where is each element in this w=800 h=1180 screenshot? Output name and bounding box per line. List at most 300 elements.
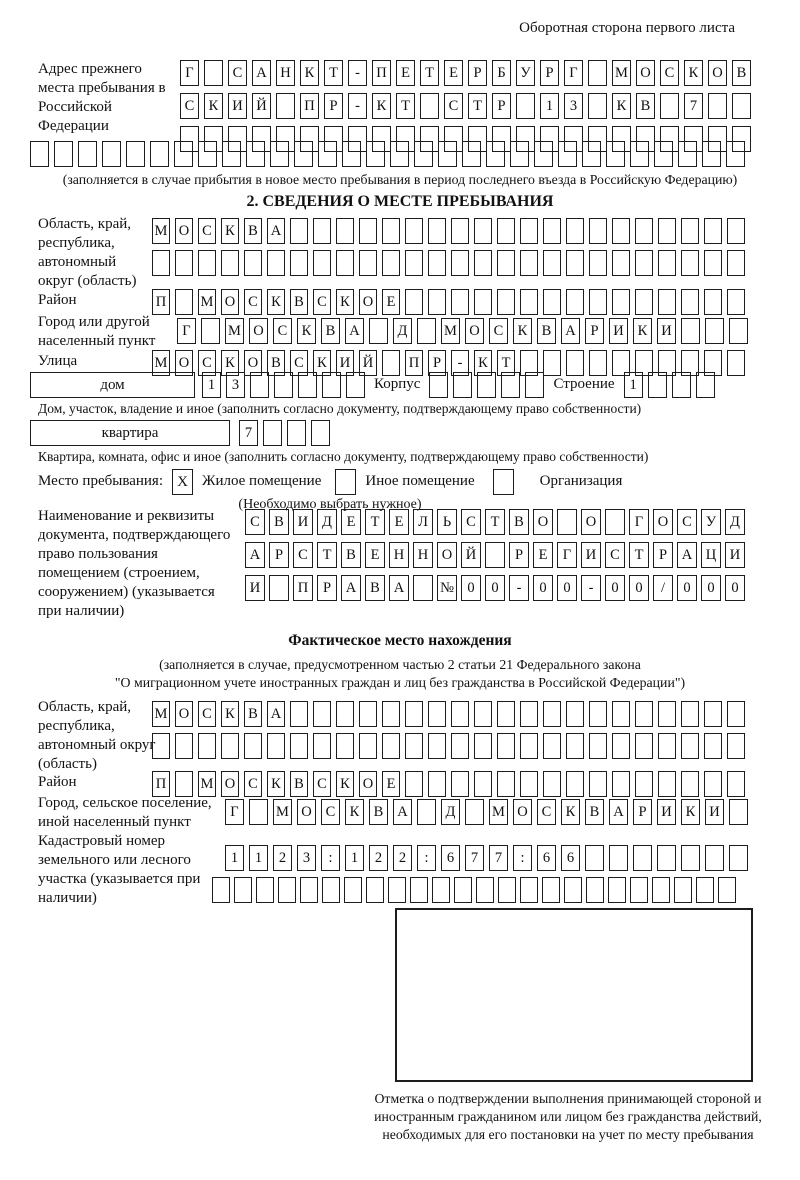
char-box: В [537, 318, 556, 344]
char-box [704, 218, 722, 244]
char-box [510, 141, 529, 167]
char-box [313, 250, 331, 276]
char-box: К [336, 289, 354, 315]
char-box: С [313, 771, 331, 797]
char-box: М [441, 318, 460, 344]
char-box: С [677, 509, 697, 535]
actual-district-label: Район [38, 774, 77, 790]
char-box: И [705, 799, 724, 825]
char-box: Е [396, 60, 415, 86]
char-box: М [612, 60, 631, 86]
char-box: Е [382, 289, 400, 315]
char-box: 7 [239, 420, 258, 446]
char-box [542, 877, 560, 903]
char-box: Т [468, 93, 487, 119]
char-box [313, 218, 331, 244]
char-box [249, 799, 268, 825]
city-label: Город или другой населенный пункт [38, 314, 156, 350]
char-box: В [267, 350, 285, 376]
char-box [681, 218, 699, 244]
char-box [589, 289, 607, 315]
char-box [727, 289, 745, 315]
char-box: Т [497, 350, 515, 376]
char-box: К [336, 771, 354, 797]
char-box [658, 218, 676, 244]
char-box [451, 289, 469, 315]
char-box [566, 701, 584, 727]
char-box: В [585, 799, 604, 825]
char-box [704, 701, 722, 727]
page-title: Оборотная сторона первого листа [519, 20, 735, 36]
char-box: Р [269, 542, 289, 568]
char-box [388, 877, 406, 903]
char-box: М [198, 289, 216, 315]
char-box [428, 289, 446, 315]
char-box: 0 [725, 575, 745, 601]
char-box [605, 509, 625, 535]
char-box [635, 733, 653, 759]
char-box [681, 318, 700, 344]
char-box [276, 93, 295, 119]
char-box: В [321, 318, 340, 344]
char-box: 6 [537, 845, 556, 871]
char-box: К [221, 701, 239, 727]
char-box [428, 771, 446, 797]
char-box [174, 141, 193, 167]
char-box: К [561, 799, 580, 825]
char-box: Н [276, 60, 295, 86]
char-box [212, 877, 230, 903]
char-box: С [489, 318, 508, 344]
char-box [485, 542, 505, 568]
char-box: Р [492, 93, 511, 119]
char-box: А [252, 60, 271, 86]
char-box [256, 877, 274, 903]
char-box [390, 141, 409, 167]
char-box [520, 289, 538, 315]
char-box: 6 [561, 845, 580, 871]
char-box [267, 733, 285, 759]
char-box: О [581, 509, 601, 535]
char-box [702, 141, 721, 167]
char-box: М [152, 218, 170, 244]
char-box: / [653, 575, 673, 601]
char-box: М [273, 799, 292, 825]
char-box [465, 799, 484, 825]
char-box [486, 141, 505, 167]
region-row-2 [152, 250, 745, 276]
char-box [501, 372, 520, 398]
char-box: С [228, 60, 247, 86]
char-box [516, 93, 535, 119]
char-box [405, 701, 423, 727]
char-box [606, 141, 625, 167]
char-box [498, 877, 516, 903]
char-box [451, 701, 469, 727]
korpus-boxes [429, 372, 544, 398]
checkbox-residential: X [172, 469, 193, 495]
char-box: М [152, 701, 170, 727]
char-box [681, 250, 699, 276]
char-box: О [465, 318, 484, 344]
char-box [648, 372, 667, 398]
char-box [630, 877, 648, 903]
char-box: А [561, 318, 580, 344]
char-box: А [345, 318, 364, 344]
char-box [267, 250, 285, 276]
char-box: Т [396, 93, 415, 119]
actual-region-row-2 [152, 733, 745, 759]
char-box: Й [461, 542, 481, 568]
char-box: Р [653, 542, 673, 568]
prev-address-overflow-row [30, 141, 745, 167]
char-box: В [341, 542, 361, 568]
char-box [420, 93, 439, 119]
city-row [177, 318, 748, 344]
char-box [336, 701, 354, 727]
char-box: М [198, 771, 216, 797]
char-box [405, 250, 423, 276]
char-box: К [267, 771, 285, 797]
char-box [681, 701, 699, 727]
stay-type-label: Место пребывания: [38, 473, 163, 490]
char-box: С [180, 93, 199, 119]
char-box [681, 845, 700, 871]
region-label: Область, край, республика, автономный округ (область) [38, 216, 137, 290]
char-box: Е [382, 771, 400, 797]
char-box [612, 218, 630, 244]
char-box: № [437, 575, 457, 601]
char-box [359, 701, 377, 727]
char-box: А [267, 218, 285, 244]
char-box: М [489, 799, 508, 825]
char-box: 3 [297, 845, 316, 871]
char-box: И [609, 318, 628, 344]
house-number-boxes [202, 372, 365, 398]
char-box [263, 420, 282, 446]
stroenie-label: Строение [553, 376, 615, 393]
char-box: О [175, 218, 193, 244]
apartment-caption: Квартира, комната, офис и иное (заполнить согласно документу, подтверждающему право собственности) [38, 449, 649, 464]
char-box [633, 845, 652, 871]
char-box: О [249, 318, 268, 344]
char-box [654, 141, 673, 167]
char-box [609, 845, 628, 871]
char-box [704, 733, 722, 759]
char-box: А [393, 799, 412, 825]
char-box [474, 218, 492, 244]
char-box: Т [317, 542, 337, 568]
char-box: М [225, 318, 244, 344]
char-box [681, 289, 699, 315]
char-box [635, 218, 653, 244]
char-box [474, 289, 492, 315]
prev-address-note: (заполняется в случае прибытия в новое место пребывания в период последнего въезда в Российскую Федерацию) [62, 172, 738, 187]
char-box [589, 733, 607, 759]
char-box [359, 250, 377, 276]
char-box [382, 701, 400, 727]
char-box [696, 372, 715, 398]
checkbox-organization [493, 469, 514, 495]
char-box [543, 771, 561, 797]
char-box [585, 845, 604, 871]
char-box [198, 250, 216, 276]
char-box: О [221, 289, 239, 315]
char-box: : [513, 845, 532, 871]
char-box: И [336, 350, 354, 376]
char-box: П [293, 575, 313, 601]
region-row-1 [152, 218, 745, 244]
char-box: 1 [540, 93, 559, 119]
char-box: Р [428, 350, 446, 376]
char-box [413, 575, 433, 601]
char-box [382, 218, 400, 244]
char-box: О [359, 289, 377, 315]
char-box [525, 372, 544, 398]
char-box [405, 733, 423, 759]
char-box: В [369, 799, 388, 825]
char-box [658, 289, 676, 315]
char-box [204, 60, 223, 86]
char-box: Е [389, 509, 409, 535]
char-box: - [451, 350, 469, 376]
char-box [612, 250, 630, 276]
char-box: 7 [489, 845, 508, 871]
char-box: Л [413, 509, 433, 535]
char-box [78, 141, 97, 167]
char-box: С [444, 93, 463, 119]
char-box [451, 733, 469, 759]
char-box: О [533, 509, 553, 535]
char-box: С [537, 799, 556, 825]
char-box [451, 250, 469, 276]
char-box [566, 771, 584, 797]
char-box [405, 289, 423, 315]
char-box: С [321, 799, 340, 825]
char-box [558, 141, 577, 167]
char-box: К [345, 799, 364, 825]
char-box: Д [725, 509, 745, 535]
section2-heading: 2. СВЕДЕНИЯ О МЕСТЕ ПРЕБЫВАНИЯ [246, 193, 554, 210]
char-box: Т [629, 542, 649, 568]
char-box [732, 93, 751, 119]
stamp-caption: Отметка о подтверждении выполнения принимающей стороной и иностранным гражданином или лицом без гражданства действий, необходимых для его постановки на учет по месту пребывания [374, 1091, 762, 1143]
char-box [298, 372, 317, 398]
char-box: Д [317, 509, 337, 535]
char-box: С [198, 350, 216, 376]
char-box: - [581, 575, 601, 601]
char-box [175, 250, 193, 276]
char-box [474, 250, 492, 276]
char-box: - [348, 60, 367, 86]
char-box [727, 733, 745, 759]
char-box [586, 877, 604, 903]
char-box [588, 60, 607, 86]
char-box [474, 701, 492, 727]
char-box [497, 701, 515, 727]
street-label: Улица [38, 353, 78, 369]
char-box [405, 771, 423, 797]
char-box: Р [509, 542, 529, 568]
apartment-type-box: квартира [30, 420, 230, 446]
char-box: Б [492, 60, 511, 86]
char-box: П [405, 350, 423, 376]
char-box [175, 733, 193, 759]
char-box: К [204, 93, 223, 119]
char-box: И [581, 542, 601, 568]
char-box [727, 218, 745, 244]
char-box [30, 141, 49, 167]
char-box: К [300, 60, 319, 86]
char-box [704, 771, 722, 797]
char-box: В [244, 701, 262, 727]
char-box [497, 733, 515, 759]
char-box: П [152, 771, 170, 797]
char-box: О [708, 60, 727, 86]
char-box: Н [413, 542, 433, 568]
char-box: В [244, 218, 262, 244]
char-box: 3 [564, 93, 583, 119]
char-box [453, 372, 472, 398]
settlement-label: Город, сельское поселение, иной населенный пункт [38, 795, 212, 831]
char-box: Г [177, 318, 196, 344]
char-box [635, 771, 653, 797]
char-box [534, 141, 553, 167]
char-box: 0 [629, 575, 649, 601]
char-box [612, 701, 630, 727]
char-box [428, 733, 446, 759]
char-box: У [516, 60, 535, 86]
char-box: Й [359, 350, 377, 376]
house-type-box: дом [30, 372, 195, 398]
district-row [152, 289, 745, 315]
char-box: И [228, 93, 247, 119]
char-box [336, 733, 354, 759]
char-box [290, 733, 308, 759]
char-box: 0 [701, 575, 721, 601]
char-box: - [509, 575, 529, 601]
char-box: 2 [393, 845, 412, 871]
char-box [126, 141, 145, 167]
char-box [696, 877, 714, 903]
char-box: 1 [225, 845, 244, 871]
char-box: П [152, 289, 170, 315]
char-box: О [244, 350, 262, 376]
char-box: С [461, 509, 481, 535]
char-box: Т [485, 509, 505, 535]
char-box [417, 318, 436, 344]
char-box [566, 218, 584, 244]
char-box [246, 141, 265, 167]
char-box: В [269, 509, 289, 535]
prev-address-row-2 [180, 93, 751, 119]
char-box: Г [629, 509, 649, 535]
district-label: Район [38, 292, 77, 308]
char-box [635, 701, 653, 727]
char-box [474, 771, 492, 797]
char-box [274, 372, 293, 398]
char-box: С [660, 60, 679, 86]
char-box [718, 877, 736, 903]
actual-location-heading: Фактическое место нахождения [288, 632, 512, 649]
char-box [727, 350, 745, 376]
cadastral-row-1 [225, 845, 748, 871]
char-box: И [657, 799, 676, 825]
char-box: О [636, 60, 655, 86]
char-box [681, 771, 699, 797]
char-box: А [267, 701, 285, 727]
char-box: Р [585, 318, 604, 344]
char-box [382, 733, 400, 759]
char-box [270, 141, 289, 167]
char-box: 1 [345, 845, 364, 871]
char-box [369, 318, 388, 344]
char-box: К [474, 350, 492, 376]
char-box [336, 218, 354, 244]
char-box: Д [393, 318, 412, 344]
char-box [346, 372, 365, 398]
char-box: Р [317, 575, 337, 601]
char-box [657, 845, 676, 871]
char-box [497, 250, 515, 276]
char-box: Т [365, 509, 385, 535]
char-box [244, 733, 262, 759]
char-box [294, 141, 313, 167]
char-box [290, 250, 308, 276]
char-box [543, 289, 561, 315]
char-box: 0 [605, 575, 625, 601]
char-box [630, 141, 649, 167]
char-box: И [657, 318, 676, 344]
char-box: К [372, 93, 391, 119]
char-box: 0 [461, 575, 481, 601]
prev-address-row-1 [180, 60, 751, 86]
char-box [342, 141, 361, 167]
cadastral-row-2 [212, 877, 736, 903]
char-box: О [221, 771, 239, 797]
char-box [635, 289, 653, 315]
char-box: С [313, 289, 331, 315]
char-box [405, 218, 423, 244]
char-box [727, 771, 745, 797]
char-box: К [633, 318, 652, 344]
char-box [608, 877, 626, 903]
char-box [290, 218, 308, 244]
char-box: К [313, 350, 331, 376]
char-box [359, 218, 377, 244]
char-box [382, 250, 400, 276]
actual-location-note-2: "О миграционном учете иностранных граждан и лиц без гражданства в Российской Федерации") [114, 675, 686, 690]
char-box: - [348, 93, 367, 119]
char-box: : [321, 845, 340, 871]
option-residential-label: Жилое помещение [202, 473, 322, 490]
char-box [589, 701, 607, 727]
char-box: 1 [202, 372, 221, 398]
stay-type-note: (Необходимо выбрать нужное) [238, 497, 422, 512]
char-box [451, 218, 469, 244]
stay-type-line [38, 469, 622, 495]
stamp-box [395, 908, 753, 1082]
char-box [222, 141, 241, 167]
char-box: О [359, 771, 377, 797]
actual-location-note-1: (заполняется в случае, предусмотренном частью 2 статьи 21 Федерального закона [159, 657, 641, 672]
char-box [566, 289, 584, 315]
char-box: О [175, 701, 193, 727]
char-box: С [244, 289, 262, 315]
char-box: 3 [226, 372, 245, 398]
char-box: Т [420, 60, 439, 86]
char-box: В [509, 509, 529, 535]
